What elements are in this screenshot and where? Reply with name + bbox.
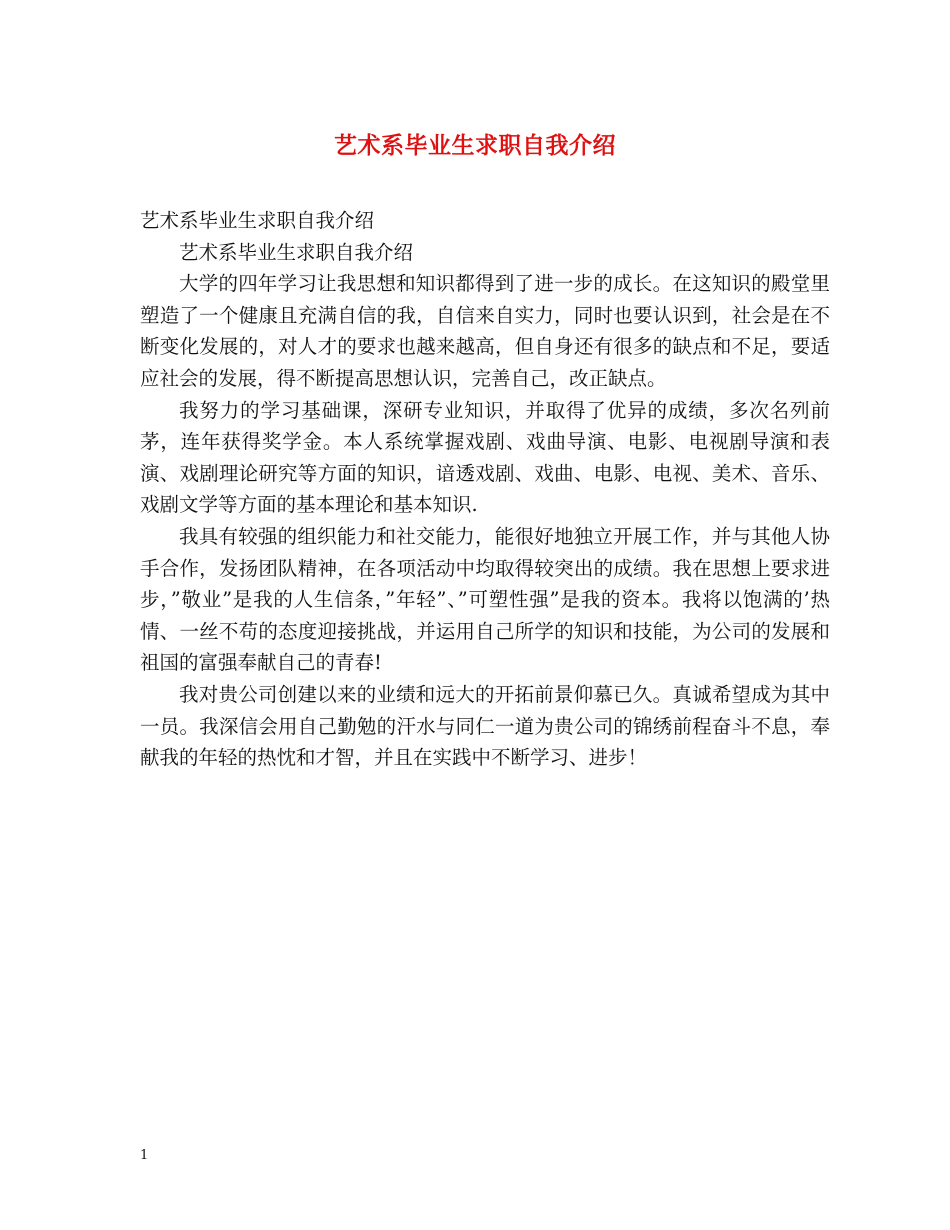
paragraph-closing: 我对贵公司创建以来的业绩和远大的开拓前景仰慕已久。真诚希望成为其中一员。我深信会用自己勤勉的汗水与同仁一道为贵公司的锦绣前程奋斗不息，奉献我的年轻的热忱和才智，并且在实践中不断学习、进步！ (140, 682, 830, 770)
document-title: 艺术系毕业生求职自我介绍 (334, 132, 616, 159)
paragraph-studies: 我努力的学习基础课，深研专业知识，并取得了优异的成绩，多次名列前茅，连年获得奖学金。本人系统掌握戏剧、戏曲导演、电影、电视剧导演和表演、戏剧理论研究等方面的知识，谙透戏剧、戏曲、电影、电视、美术、音乐、戏剧文学等方面的基本理论和基本知识. (140, 398, 830, 517)
page-number: 1 (140, 1148, 149, 1163)
document-heading: 艺术系毕业生求职自我介绍 (140, 209, 375, 232)
paragraph-growth: 大学的四年学习让我思想和知识都得到了进一步的成长。在这知识的殿堂里塑造了一个健康且充满自信的我，自信来自实力，同时也要认识到，社会是在不断变化发展的，对人才的要求也越来越高，但自身还有很多的缺点和不足，要适应社会的发展，得不断提高思想认识，完善自己，改正缺点。 (140, 272, 830, 390)
document-body (140, 205, 830, 774)
paragraph-subheading: 艺术系毕业生求职自我介绍 (179, 240, 414, 264)
paragraph-abilities: 我具有较强的组织能力和社交能力，能很好地独立开展工作，并与其他人协手合作，发扬团队精神，在各项活动中均取得较突出的成绩。我在思想上要求进步，”敬业”是我的人生信条，”年轻”、”可塑性强”是我的资本。我将以饱满的’热情、一丝不苟的态度迎接挑战，并运用自己所学的知识和技能，为公司的发展和祖国的富强奉献自己的青春! (140, 524, 830, 675)
